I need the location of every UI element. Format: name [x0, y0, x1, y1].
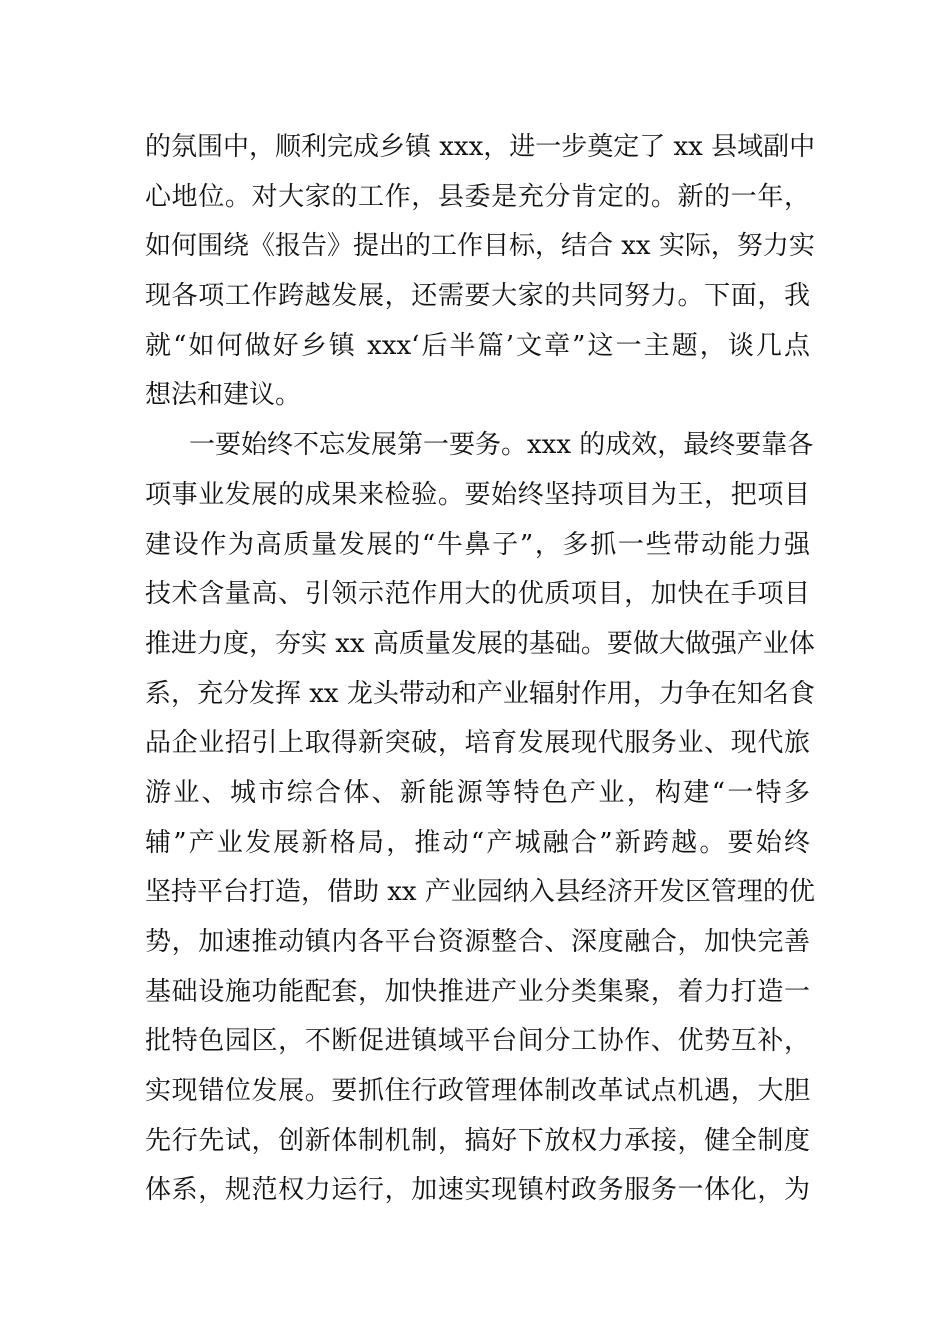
text-line: 辅”产业发展新格局，推动“产城融合”新跨越。要始终: [145, 827, 810, 858]
text-line: 先行先试，创新体制机制，搞好下放权力承接，健全制度: [145, 1125, 810, 1156]
text-line: 势，加速推动镇内各平台资源整合、深度融合，加快完善: [145, 927, 810, 957]
text-line: 推进力度，夯实 xx 高质量发展的基础。要做大做强产业体: [145, 628, 815, 659]
paragraph-first-line: 一要始终不忘发展第一要务。xxx 的成效，最终要靠各: [189, 430, 814, 461]
text-line: 现各项工作跨越发展，还需要大家的共同努力。下面，我: [145, 281, 810, 312]
text-line: 坚持平台打造，借助 xx 产业园纳入县经济开发区管理的优: [145, 877, 815, 908]
text-line: 体系，规范权力运行，加速实现镇村政务服务一体化，为: [145, 1175, 810, 1206]
text-line: 系，充分发挥 xx 龙头带动和产业辐射作用，力争在知名食: [145, 678, 815, 709]
text-line: 想法和建议。: [145, 380, 302, 411]
text-line: 基础设施功能配套，加快推进产业分类集聚，着力打造一: [145, 976, 810, 1007]
text-line: 技术含量高、引领示范作用大的优质项目，加快在手项目: [145, 579, 810, 610]
text-line: 如何围绕《报告》提出的工作目标，结合 xx 实际，努力实: [145, 231, 815, 262]
text-line: 项事业发展的成果来检验。要始终坚持项目为王，把项目: [145, 479, 810, 510]
text-line: 批特色园区，不断促进镇域平台间分工协作、优势互补，: [145, 1026, 810, 1057]
text-line: 建设作为高质量发展的“牛鼻子”，多抓一些带动能力强: [145, 529, 810, 560]
text-line: 品企业招引上取得新突破，培育发展现代服务业、现代旅: [145, 728, 810, 759]
text-line: 游业、城市综合体、新能源等特色产业，构建“一特多: [145, 777, 810, 808]
text-line: 实现错位发展。要抓住行政管理体制改革试点机遇，大胆: [145, 1076, 810, 1107]
body-text: [145, 123, 816, 1216]
text-line: 的氛围中，顺利完成乡镇 xxx，进一步奠定了 xx 县域副中: [145, 132, 816, 162]
text-line: 心地位。对大家的工作，县委是充分肯定的。新的一年，: [145, 181, 810, 212]
text-line: 就“如何做好乡镇 xxx‘后半篇’文章”这一主题，谈几点: [145, 330, 810, 361]
